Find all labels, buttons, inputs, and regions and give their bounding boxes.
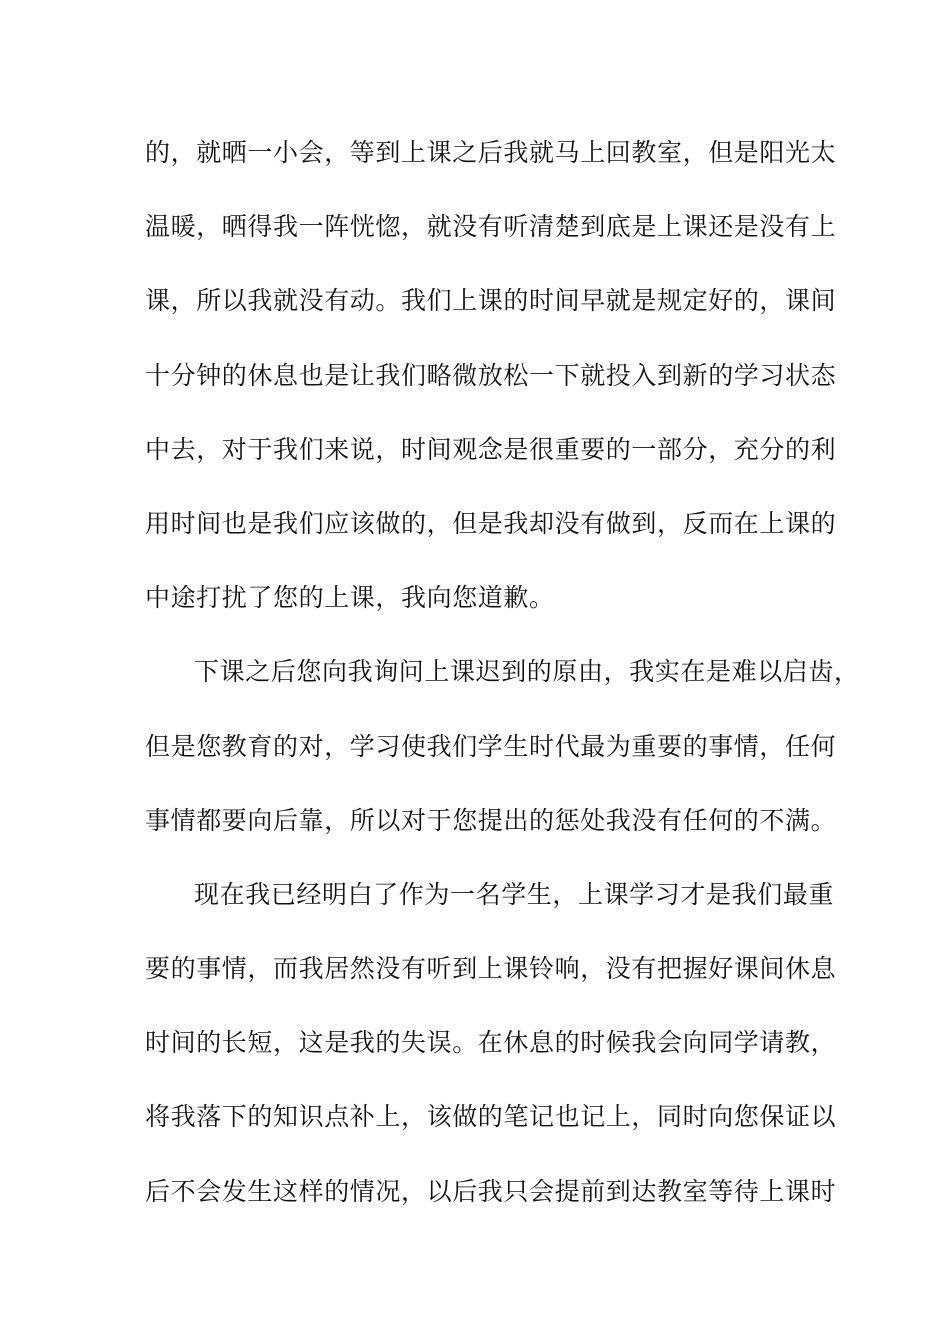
paragraph-start-line: 现在我已经明白了作为一名学生，上课学习才是我们最重 — [194, 879, 835, 909]
text-line: 时间的长短，这是我的失误。在休息的时候我会向同学请教， — [145, 1028, 837, 1058]
text-line: 的，就晒一小会，等到上课之后我就马上回教室，但是阳光太 — [145, 138, 837, 167]
paragraph-start-line: 下课之后您向我询问上课迟到的原由，我实在是难以启齿， — [194, 657, 860, 687]
text-line: 中去，对于我们来说，时间观念是很重要的一部分，充分的利 — [145, 434, 837, 464]
body-text — [145, 128, 860, 1241]
text-line: 中途打扰了您的上课，我向您道歉。 — [145, 583, 555, 613]
text-line: 十分钟的休息也是让我们略微放松一下就投入到新的学习状态 — [145, 360, 837, 390]
text-line: 后不会发生这样的情况，以后我只会提前到达教室等待上课时 — [145, 1176, 837, 1206]
text-line: 温暖，晒得我一阵恍惚，就没有听清楚到底是上课还是没有上 — [145, 212, 837, 242]
text-line: 将我落下的知识点补上，该做的笔记也记上，同时向您保证以 — [145, 1102, 837, 1132]
text-line: 事情都要向后靠，所以对于您提出的惩处我没有任何的不满。 — [145, 805, 837, 835]
text-line: 用时间也是我们应该做的，但是我却没有做到，反而在上课的 — [145, 508, 837, 538]
text-line: 但是您教育的对，学习使我们学生时代最为重要的事情，任何 — [145, 731, 837, 761]
text-line: 要的事情，而我居然没有听到上课铃响，没有把握好课间休息 — [145, 954, 837, 984]
text-line: 课，所以我就没有动。我们上课的时间早就是规定好的，课间 — [145, 286, 837, 316]
